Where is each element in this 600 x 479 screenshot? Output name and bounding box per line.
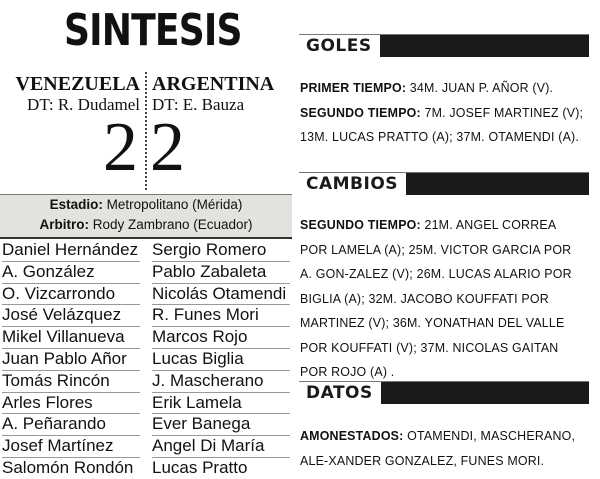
away-player: Marcos Rojo bbox=[152, 327, 290, 349]
home-player: Mikel Villanueva bbox=[2, 327, 140, 349]
home-player: A. Peñarando bbox=[2, 414, 140, 436]
away-team-name: ARGENTINA bbox=[152, 73, 275, 95]
data-header-bar bbox=[299, 381, 589, 404]
away-coach: DT: E. Bauza bbox=[152, 95, 245, 114]
goals-second-text: 7M. JOSEF MARTINEZ (V); 13M. LUCAS PRATTO (A); 37M. OTAMENDI (A). bbox=[300, 104, 584, 144]
home-player: Arles Flores bbox=[2, 393, 140, 415]
home-player: Juan Pablo Añor bbox=[2, 349, 140, 371]
page-title: SINTESIS bbox=[64, 5, 242, 56]
home-player: Tomás Rincón bbox=[2, 371, 140, 393]
goals-header: GOLES bbox=[299, 35, 380, 57]
home-player: José Velázquez bbox=[2, 305, 140, 327]
home-player: Josef Martínez bbox=[2, 436, 140, 458]
home-team-name: VENEZUELA bbox=[15, 73, 140, 95]
away-player: Sergio Romero bbox=[152, 240, 290, 262]
venue-box bbox=[0, 194, 292, 239]
score-divider bbox=[145, 72, 147, 190]
goals-first-label: PRIMER TIEMPO: bbox=[300, 80, 407, 95]
referee-label: Arbitro: bbox=[39, 217, 89, 232]
data-header: DATOS bbox=[299, 382, 381, 404]
away-player: Angel Di María bbox=[152, 436, 290, 458]
referee-value: Rody Zambrano (Ecuador) bbox=[92, 217, 253, 232]
data-text bbox=[300, 424, 583, 473]
away-player: Lucas Biglia bbox=[152, 349, 290, 371]
goals-text bbox=[300, 76, 583, 150]
away-lineup bbox=[152, 240, 290, 479]
home-score: 2 bbox=[103, 109, 138, 186]
home-player: O. Vizcarrondo bbox=[2, 284, 140, 306]
away-score: 2 bbox=[150, 109, 185, 186]
home-player: A. González bbox=[2, 262, 140, 284]
changes-label: SEGUNDO TIEMPO: bbox=[300, 217, 421, 232]
stadium-label: Estadio: bbox=[49, 197, 103, 212]
away-player: R. Funes Mori bbox=[152, 305, 290, 327]
data-body: OTAMENDI, MASCHERANO, ALE-XANDER GONZALEZ, FUNES MORI. bbox=[300, 428, 576, 468]
home-player: Daniel Hernández bbox=[2, 240, 140, 262]
changes-header-bar bbox=[299, 172, 589, 195]
away-player: Nicolás Otamendi bbox=[152, 284, 290, 306]
changes-text bbox=[300, 213, 583, 385]
changes-header: CAMBIOS bbox=[299, 173, 406, 195]
home-coach: DT: R. Dudamel bbox=[27, 95, 140, 114]
away-player: Lucas Pratto bbox=[152, 457, 248, 477]
goals-first-text: 34M. JUAN P. AÑOR (V). bbox=[406, 80, 554, 95]
goals-second-label: SEGUNDO TIEMPO: bbox=[300, 104, 421, 120]
stadium-value: Metropolitano (Mérida) bbox=[106, 197, 243, 212]
goals-header-bar bbox=[299, 34, 589, 57]
home-lineup bbox=[2, 240, 140, 479]
home-player: Salomón Rondón bbox=[2, 457, 134, 477]
away-player: J. Mascherano bbox=[152, 371, 290, 393]
changes-body: 21M. ANGEL CORREA POR LAMELA (A); 25M. VICTOR GARCIA POR A. GON-ZALEZ (V); 26M. LUCAS ALARIO POR BIGLIA (A); 32M. JACOBO KOUFFATI POR MARTINEZ (V); 36M. YONATHAN DEL VALLE POR KOUFFATI (V); 37M. NICOLAS GAITAN POR ROJO (A) . bbox=[300, 217, 572, 379]
away-player: Erik Lamela bbox=[152, 393, 290, 415]
away-player: Pablo Zabaleta bbox=[152, 262, 290, 284]
data-label: AMONESTADOS: bbox=[300, 428, 404, 443]
referee-row bbox=[0, 215, 292, 235]
away-player: Ever Banega bbox=[152, 414, 290, 436]
stadium-row bbox=[0, 195, 292, 215]
